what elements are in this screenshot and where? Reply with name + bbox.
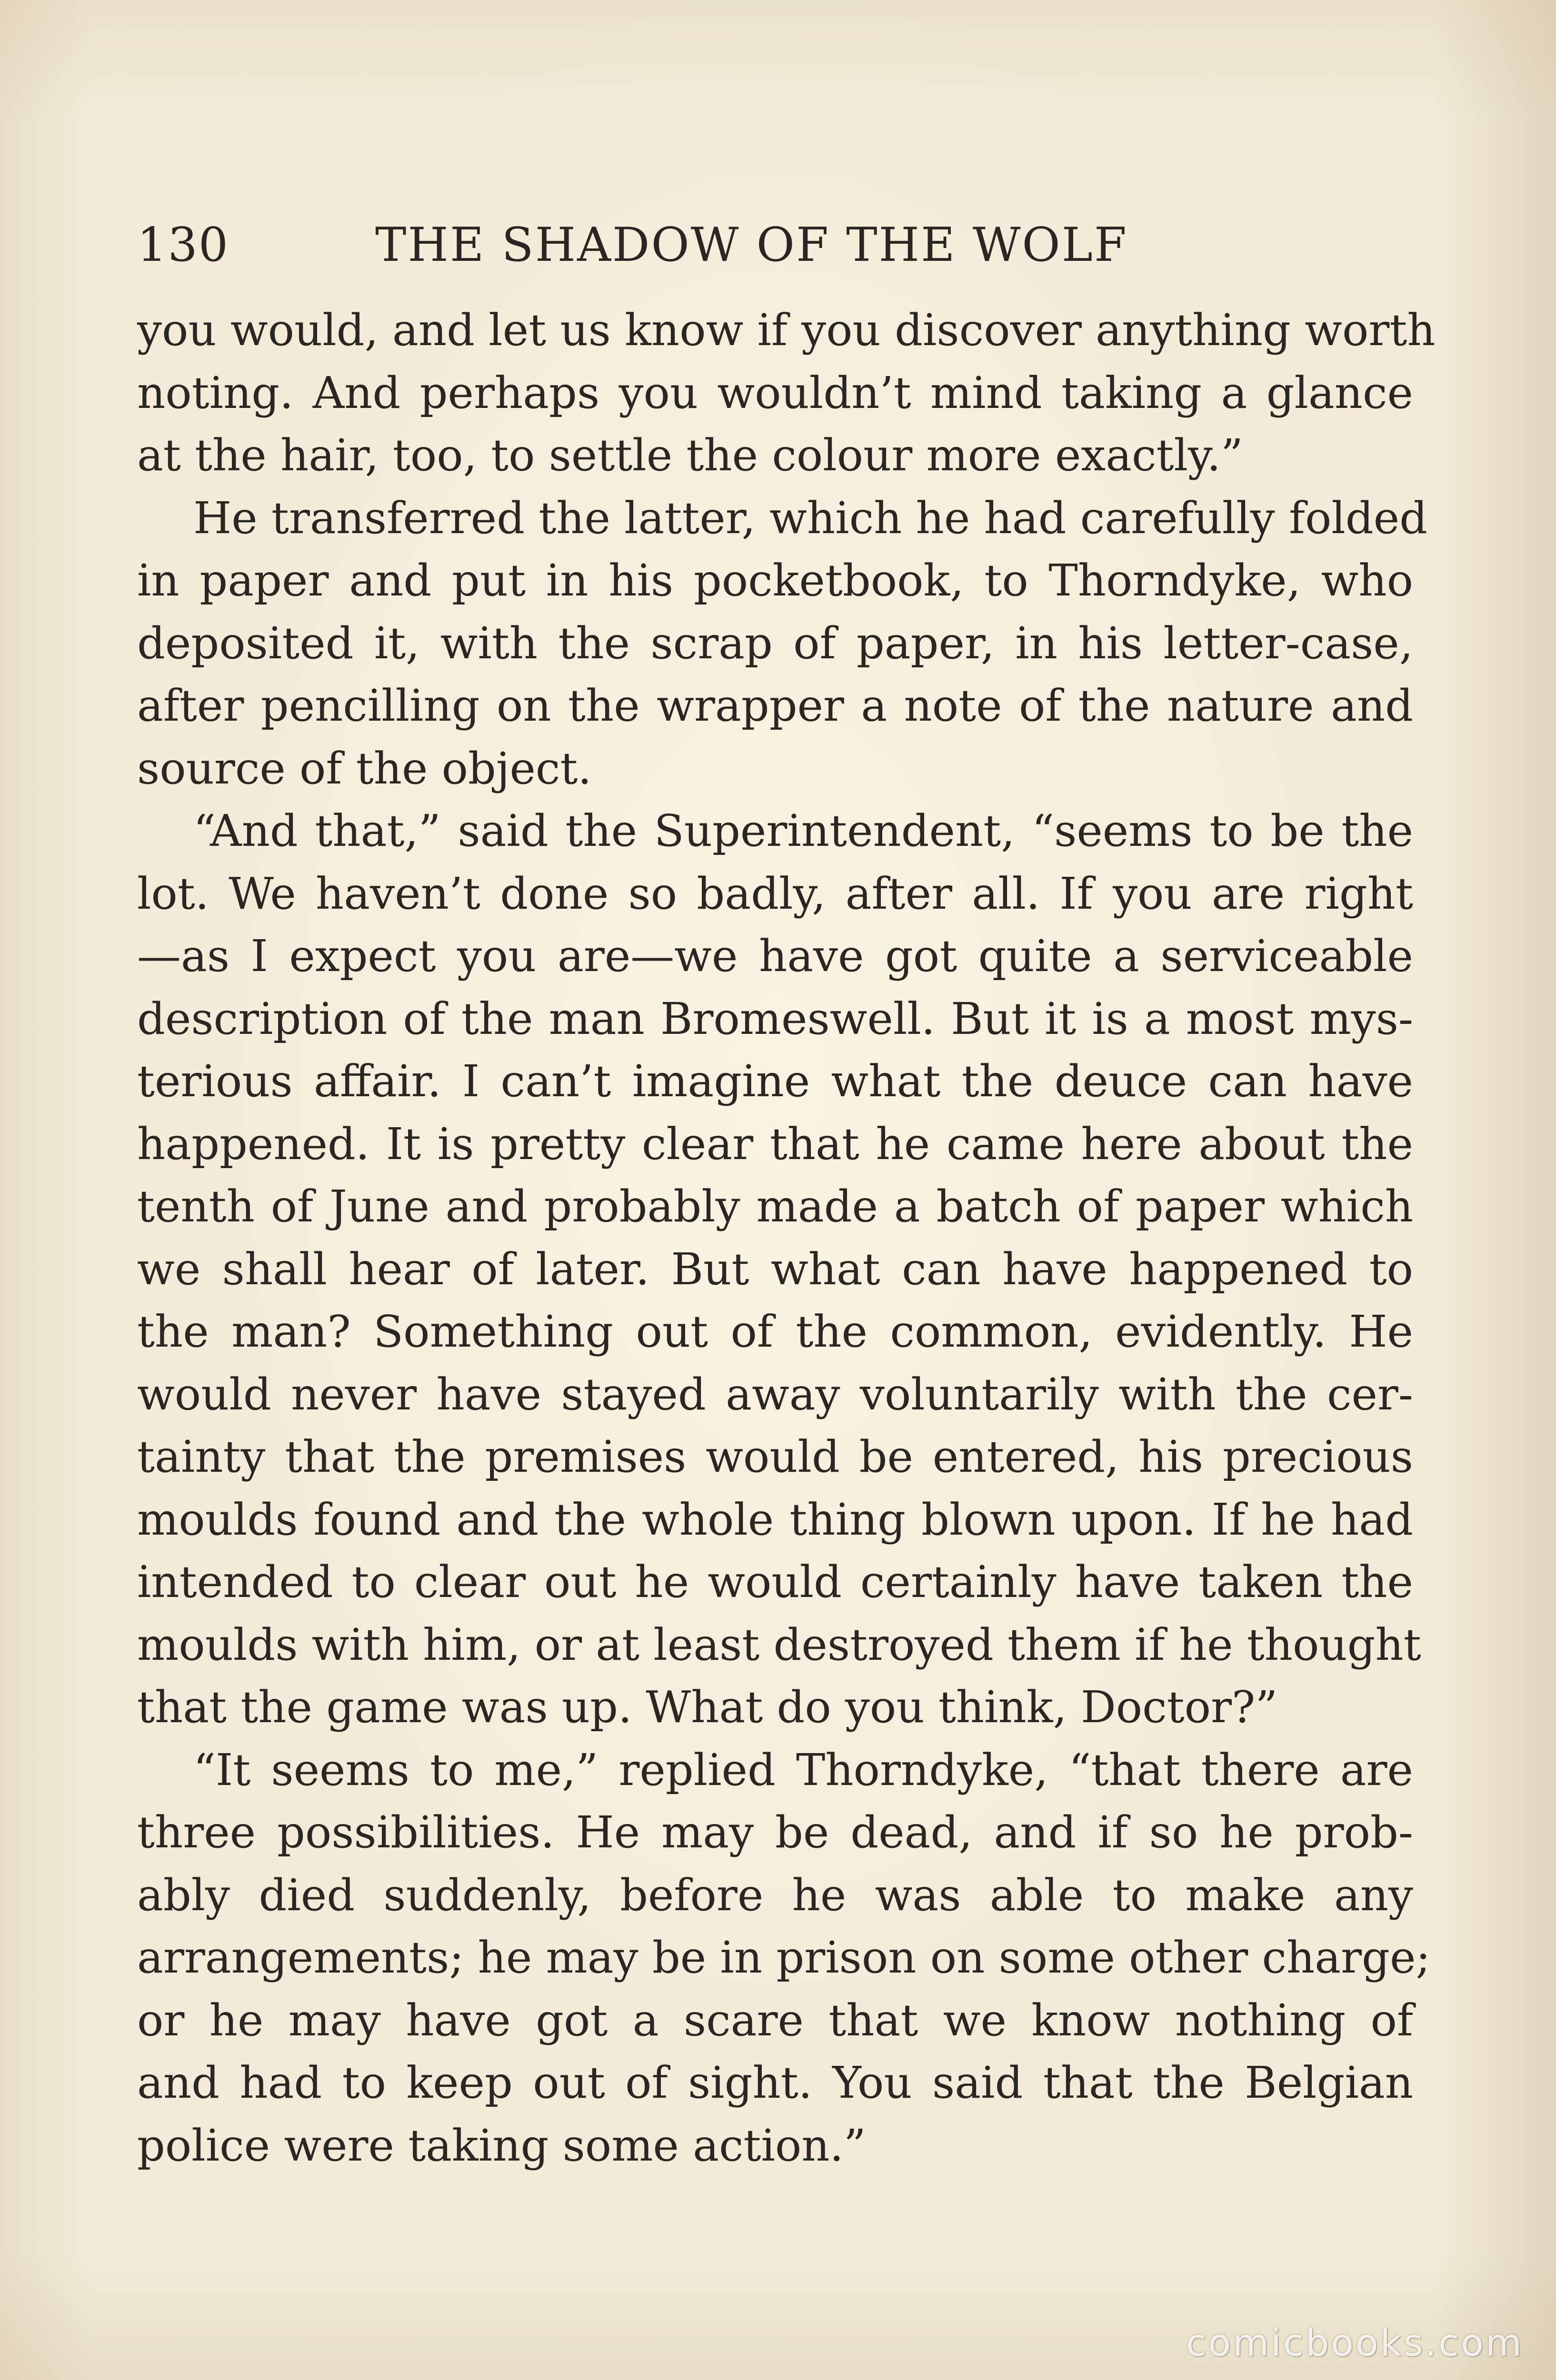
text-line: or he may have got a scare that we know nothing of xyxy=(137,1994,1413,2046)
text-line: tainty that the premises would be entered, his precious xyxy=(137,1431,1413,1482)
text-line: and had to keep out of sight. You said that the Belgian xyxy=(137,2057,1413,2108)
text-line: would never have stayed away voluntarily with the cer- xyxy=(137,1368,1413,1420)
body-text xyxy=(137,299,1436,2177)
text-line: that the game was up. What do you think, Doctor?” xyxy=(137,1682,1278,1733)
text-line: police were taking some action.” xyxy=(137,2120,866,2171)
running-title: THE SHADOW OF THE WOLF xyxy=(375,218,1128,272)
text-line: description of the man Bromeswell. But it is a most mys- xyxy=(137,993,1413,1044)
text-line: we shall hear of later. But what can have happened to xyxy=(137,1243,1413,1295)
page-number: 130 xyxy=(137,218,229,272)
text-line: you would, and let us know if you discover anything worth xyxy=(137,305,1436,356)
text-line: moulds with him, or at least destroyed them if he thought xyxy=(137,1619,1421,1670)
text-line: “And that,” said the Superintendent, “seems to be the xyxy=(193,805,1413,856)
page-header xyxy=(137,209,1413,281)
text-line: deposited it, with the scrap of paper, in his letter-case, xyxy=(137,617,1413,669)
text-line: —as I expect you are—we have got quite a serviceable xyxy=(137,931,1413,982)
text-line: at the hair, too, to settle the colour more exactly.” xyxy=(137,430,1243,481)
text-line: source of the object. xyxy=(137,743,592,794)
text-line: three possibilities. He may be dead, and if so he prob- xyxy=(137,1807,1413,1858)
text-line: terious affair. I can’t imagine what the deuce can have xyxy=(137,1056,1413,1107)
text-line: intended to clear out he would certainly have taken the xyxy=(137,1557,1413,1607)
text-line: lot. We haven’t done so badly, after all. If you are right xyxy=(137,868,1413,919)
text-line: in paper and put in his pocketbook, to Thorndyke, who xyxy=(137,555,1413,606)
watermark: comicbooks.com xyxy=(1186,2322,1524,2365)
text-line: arrangements; he may be in prison on some other charge; xyxy=(137,1932,1431,1983)
text-line: the man? Something out of the common, evidently. He xyxy=(137,1306,1413,1357)
text-line: moulds found and the whole thing blown upon. If he had xyxy=(137,1494,1413,1545)
text-line: He transferred the latter, which he had carefully folded xyxy=(193,492,1428,544)
text-line: after pencilling on the wrapper a note of the nature and xyxy=(137,680,1413,731)
text-line: ably died suddenly, before he was able to make any xyxy=(137,1869,1413,1921)
text-line: tenth of June and probably made a batch of paper which xyxy=(137,1181,1413,1232)
text-line: noting. And perhaps you wouldn’t mind taking a glance xyxy=(137,367,1413,418)
text-line: “It seems to me,” replied Thorndyke, “that there are xyxy=(193,1744,1413,1795)
text-line: happened. It is pretty clear that he came here about the xyxy=(137,1118,1413,1170)
